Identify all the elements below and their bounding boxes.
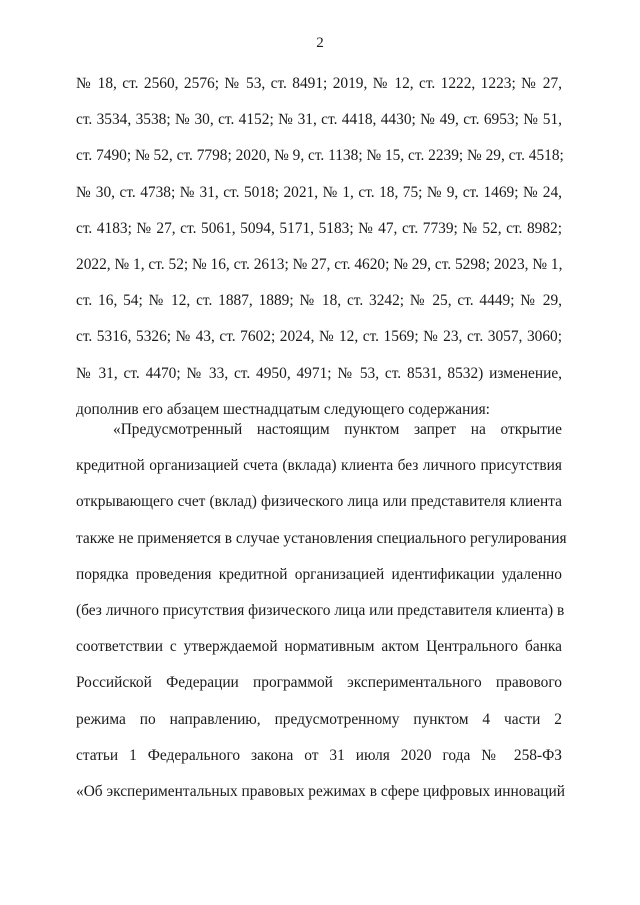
text-line: порядка проведения кредитной организацией идентификации удаленно <box>76 565 562 583</box>
paragraph-quoted-amendment <box>76 412 567 810</box>
text-line: Российской Федерации программой экспериментального правового <box>76 674 562 692</box>
text-line: ст. 3534, 3538; № 30, ст. 4152; № 31, ст. 4418, 4430; № 49, ст. 6953; № 51, <box>76 111 562 129</box>
text-line: № 31, ст. 4470; № 33, ст. 4950, 4971; № 53, ст. 8531, 8532) изменение, <box>76 364 562 382</box>
text-line: «Предусмотренный настоящим пунктом запрет на открытие <box>113 421 562 438</box>
text-line: дополнив его абзацем шестнадцатым следующего содержания: <box>76 400 490 418</box>
text-line: также не применяется в случае установления специального регулирования <box>76 529 567 547</box>
text-line: ст. 5316, 5326; № 43, ст. 7602; 2024, № 12, ст. 1569; № 23, ст. 3057, 3060; <box>76 328 562 346</box>
paragraph-citation-continuation <box>76 66 562 428</box>
text-line: «Об экспериментальных правовых режимах в сфере цифровых инноваций <box>76 782 566 800</box>
text-line: (без личного присутствия физического лица или представителя клиента) в <box>76 601 565 619</box>
text-line: ст. 4183; № 27, ст. 5061, 5094, 5171, 5183; № 47, ст. 7739; № 52, ст. 8982; <box>76 219 562 237</box>
text-line: кредитной организацией счета (вклада) клиента без личного присутствия <box>76 457 562 475</box>
text-line: соответствии с утверждаемой нормативным актом Центрального банка <box>76 638 562 656</box>
text-line: режима по направлению, предусмотренному пунктом 4 части 2 <box>76 710 562 728</box>
text-line: открывающего счет (вклад) физического лица или представителя клиента <box>76 493 562 511</box>
text-line: № 30, ст. 4738; № 31, ст. 5018; 2021, № 1, ст. 18, 75; № 9, ст. 1469; № 24, <box>76 183 562 201</box>
text-line: ст. 7490; № 52, ст. 7798; 2020, № 9, ст. 1138; № 15, ст. 2239; № 29, ст. 4518; <box>76 147 564 165</box>
text-line: статьи 1 Федерального закона от 31 июля 2020 года № 258-ФЗ <box>76 746 562 764</box>
text-line: № 18, ст. 2560, 2576; № 53, ст. 8491; 2019, № 12, ст. 1222, 1223; № 27, <box>76 75 562 92</box>
page-number: 2 <box>316 35 324 51</box>
text-line: ст. 16, 54; № 12, ст. 1887, 1889; № 18, ст. 3242; № 25, ст. 4449; № 29, <box>76 292 562 310</box>
text-line: 2022, № 1, ст. 52; № 16, ст. 2613; № 27, ст. 4620; № 29, ст. 5298; 2023, № 1, <box>76 255 563 273</box>
